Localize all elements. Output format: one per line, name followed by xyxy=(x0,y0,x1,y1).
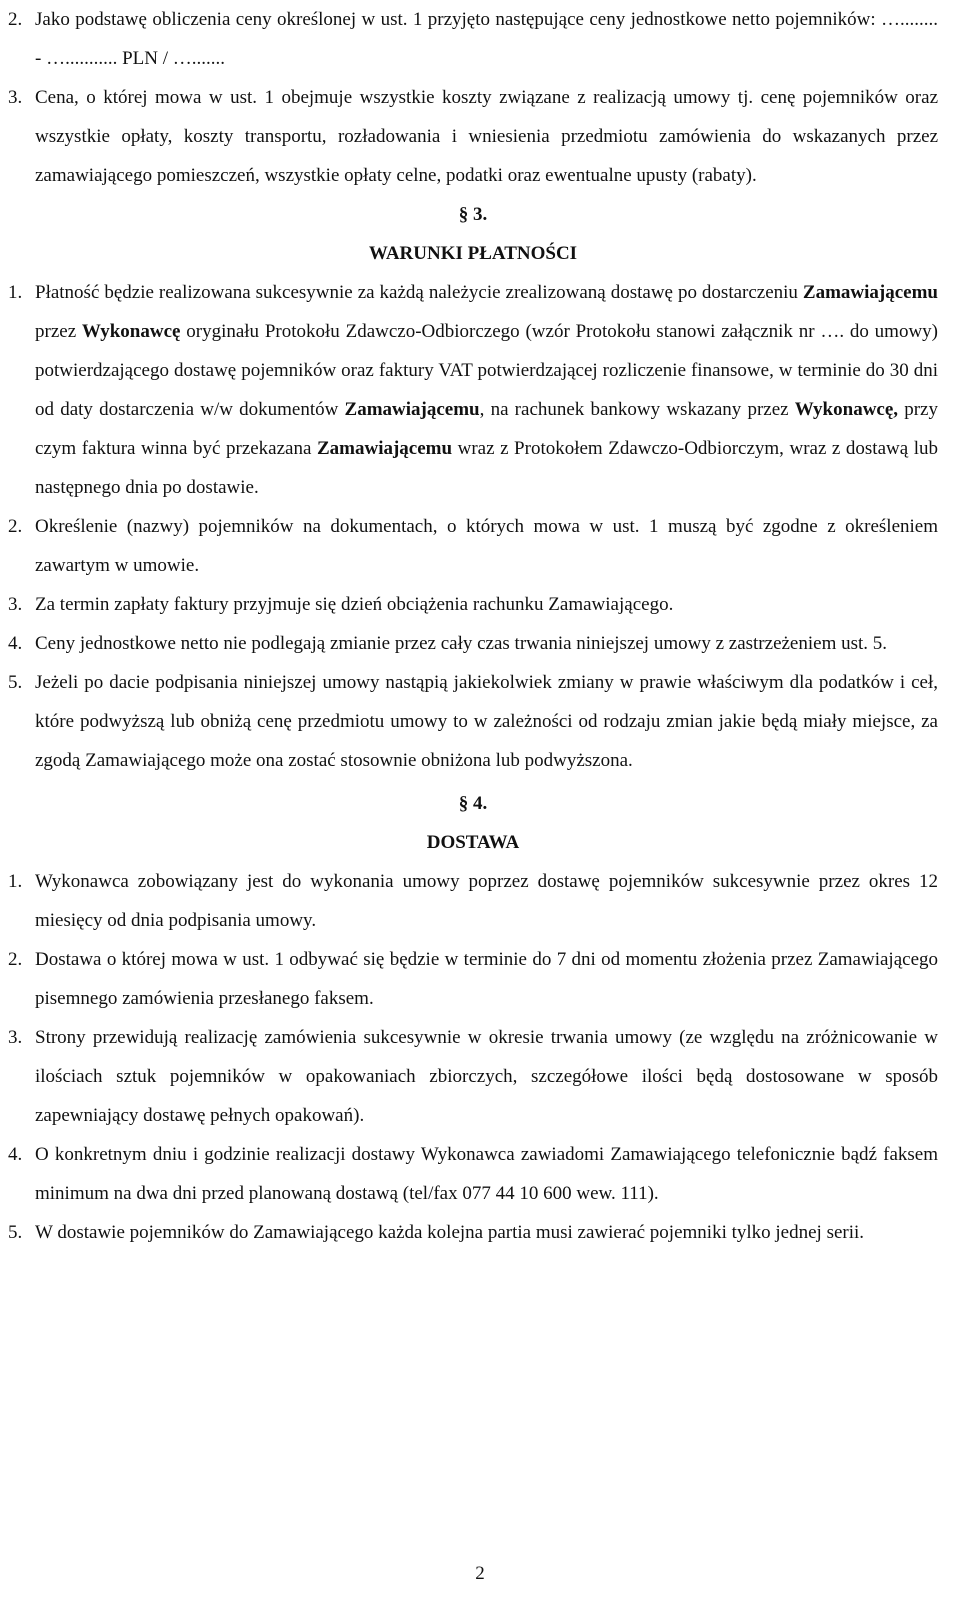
text-run: Płatność będzie realizowana sukcesywnie za każdą należycie zrealizowaną dostawę po dostarczeniu xyxy=(35,282,803,303)
item-number: 3. xyxy=(8,594,23,615)
item-number: 4. xyxy=(8,1144,23,1165)
item-number: 2. xyxy=(8,516,23,537)
list-item xyxy=(8,1213,938,1252)
item-number: 2. xyxy=(8,9,23,30)
item-number: 4. xyxy=(8,633,23,654)
item-number: 2. xyxy=(8,949,23,970)
item-text: Jeżeli po dacie podpisania niniejszej umowy nastąpią jakiekolwiek zmiany w prawie właściwym dla podatków i ceł, które podwyższą lub obniżą cenę przedmiotu umowy to w zależności od rodzaju zmian jakie będą miały miejsce, za zgodą Zamawiającego może ona zostać stosownie obniżona lub podwyższona. xyxy=(35,672,938,771)
item-number: 3. xyxy=(8,87,23,108)
party-name: Zamawiającemu xyxy=(344,399,480,420)
party-name: Zamawiającemu xyxy=(802,282,938,303)
item-text xyxy=(35,273,938,507)
item-text: Określenie (nazwy) pojemników na dokumentach, o których mowa w ust. 1 muszą być zgodne z określeniem zawartym w umowie. xyxy=(35,516,938,576)
list-item xyxy=(8,940,938,1018)
list-item xyxy=(8,78,938,195)
party-name: Zamawiającemu xyxy=(316,438,453,459)
list-item xyxy=(8,507,938,585)
text-run: wraz z Protokołem Zdawczo-Odbiorczym, wraz z dostawą lub następnego dnia po dostawie. xyxy=(35,438,938,498)
page-number: 2 xyxy=(475,1563,485,1584)
list-item xyxy=(8,273,938,507)
item-number: 5. xyxy=(8,1222,23,1243)
item-text: Za termin zapłaty faktury przyjmuje się dzień obciążenia rachunku Zamawiającego. xyxy=(35,594,674,615)
list-item xyxy=(8,585,938,624)
item-text: Ceny jednostkowe netto nie podlegają zmianie przez cały czas trwania niniejszej umowy z zastrzeżeniem ust. 5. xyxy=(35,633,888,654)
list-item xyxy=(8,1018,938,1135)
list-item xyxy=(8,0,938,78)
text-run: przy czym faktura winna być przekazana xyxy=(35,399,938,459)
section-3-heading: § 3. xyxy=(458,204,488,225)
text-run: przez xyxy=(35,321,82,342)
section-4-title: DOSTAWA xyxy=(426,832,520,853)
item-number: 3. xyxy=(8,1027,23,1048)
section-3-title: WARUNKI PŁATNOŚCI xyxy=(368,243,578,264)
item-number: 1. xyxy=(8,871,23,892)
item-text: Wykonawca zobowiązany jest do wykonania umowy poprzez dostawę pojemników sukcesywnie przez okres 12 miesięcy od dnia podpisania umowy. xyxy=(35,871,938,931)
item-text: Strony przewidują realizację zamówienia sukcesywnie w okresie trwania umowy (ze względu na zróżnicowanie w ilościach sztuk pojemników w opakowaniach zbiorczych, szczegółowe ilości będą dostosowane w sposób zapewniający dostawę pełnych opakowań). xyxy=(35,1027,938,1126)
text-run: , na rachunek bankowy wskazany przez xyxy=(479,399,795,420)
party-name: Wykonawcę xyxy=(81,321,181,342)
list-item xyxy=(8,624,938,663)
item-text: W dostawie pojemników do Zamawiającego każda kolejna partia musi zawierać pojemniki tylko jednej serii. xyxy=(35,1222,865,1243)
section-4-heading: § 4. xyxy=(458,793,488,814)
item-number: 1. xyxy=(8,282,23,303)
party-name: Wykonawcę, xyxy=(794,399,899,420)
item-text: O konkretnym dniu i godzinie realizacji dostawy Wykonawca zawiadomi Zamawiającego telefonicznie bądź faksem minimum na dwa dni przed planowaną dostawą (tel/fax 077 44 10 600 wew. 111). xyxy=(35,1144,938,1204)
list-item xyxy=(8,663,938,780)
item-number: 5. xyxy=(8,672,23,693)
item-text: Dostawa o której mowa w ust. 1 odbywać się będzie w terminie do 7 dni od momentu złożenia przez Zamawiającego pisemnego zamówienia przesłanego faksem. xyxy=(35,949,938,1009)
document-body xyxy=(8,0,938,1252)
list-item xyxy=(8,862,938,940)
item-text: Jako podstawę obliczenia ceny określonej w ust. 1 przyjęto następujące ceny jednostkowe netto pojemników: …........ - …........... PLN / …....... xyxy=(35,9,938,69)
text-run: oryginału Protokołu Zdawczo-Odbiorczego (wzór Protokołu stanowi załącznik nr …. do umowy) potwierdzającego dostawę pojemników oraz faktury VAT potwierdzającej rozliczenie finansowe, w terminie do 30 dni od daty dostarczenia w/w dokumentów xyxy=(35,321,938,420)
list-item xyxy=(8,1135,938,1213)
item-text: Cena, o której mowa w ust. 1 obejmuje wszystkie koszty związane z realizacją umowy tj. cenę pojemników oraz wszystkie opłaty, koszty transportu, rozładowania i wniesienia przedmiotu zamówienia do wskazanych przez zamawiającego pomieszczeń, wszystkie opłaty celne, podatki oraz ewentualne upusty (rabaty). xyxy=(35,87,938,186)
